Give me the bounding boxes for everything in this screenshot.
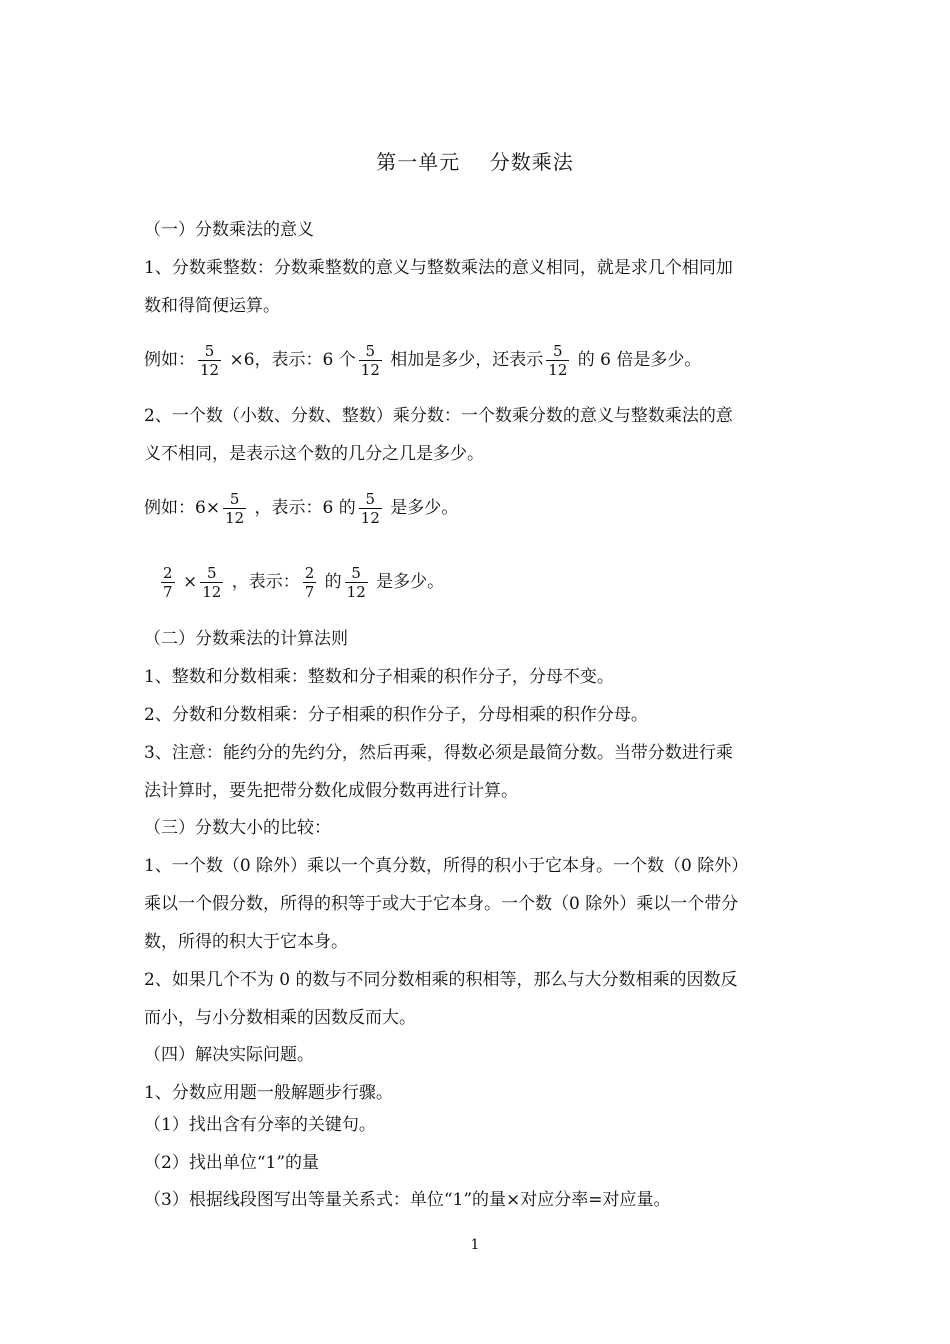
example-line-3 xyxy=(158,562,444,602)
paragraph-line: 2、如果几个不为 0 的数与不同分数相乘的积相等，那么与大分数相乘的因数反 xyxy=(144,970,738,990)
fraction: $\frac{5}{12}$ xyxy=(200,342,220,379)
paragraph-line: 2、一个数（小数、分数、整数）乘分数：一个数乘分数的意义与整数乘法的意 xyxy=(144,406,733,426)
example-text: 例如：6× xyxy=(144,498,221,518)
example-text: 的 6 倍是多少。 xyxy=(572,350,702,370)
paragraph-line: 2、分数和分数相乘：分子相乘的积作分子，分母相乘的积作分母。 xyxy=(144,705,648,725)
paragraph-line: 1、一个数（0 除外）乘以一个真分数，所得的积小于它本身。一个数（0 除外） xyxy=(144,856,749,876)
example-text: 的 xyxy=(319,572,342,592)
fraction: $\frac{2}{7}$ xyxy=(304,564,315,601)
paragraph-line: 乘以一个假分数，所得的积等于或大于它本身。一个数（0 除外）乘以一个带分 xyxy=(144,894,739,914)
fraction: $\frac{5}{12}$ xyxy=(346,564,366,601)
example-text: 相加是多少，还表示 xyxy=(384,350,544,370)
example-line-1 xyxy=(144,340,701,380)
fraction: $\frac{5}{12}$ xyxy=(360,490,380,527)
section-heading-2: （二）分数乘法的计算法则 xyxy=(144,629,348,649)
example-text: × xyxy=(177,572,198,592)
example-text: 是多少。 xyxy=(384,498,459,518)
fraction: $\frac{5}{12}$ xyxy=(360,342,380,379)
list-item: （3）根据线段图写出等量关系式：单位“1”的量×对应分率=对应量。 xyxy=(144,1190,671,1210)
paragraph-line: 而小，与小分数相乘的因数反而大。 xyxy=(144,1008,416,1028)
page-title: 第一单元 分数乘法 xyxy=(376,150,574,174)
section-heading-4: （四）解决实际问题。 xyxy=(144,1045,314,1065)
paragraph-line: 数，所得的积大于它本身。 xyxy=(144,932,348,952)
example-line-2 xyxy=(144,488,458,528)
example-text: 是多少。 xyxy=(370,572,445,592)
paragraph-line: 义不相同，是表示这个数的几分之几是多少。 xyxy=(144,444,484,464)
page-number: 1 xyxy=(470,1237,480,1253)
paragraph-line: 数和得简便运算。 xyxy=(144,296,280,316)
fraction: $\frac{5}{12}$ xyxy=(548,342,568,379)
fraction: $\frac{5}{12}$ xyxy=(225,490,245,527)
list-item: （1）找出含有分率的关键句。 xyxy=(144,1115,376,1135)
section-heading-3: （三）分数大小的比较： xyxy=(144,818,331,838)
paragraph-line: 法计算时，要先把带分数化成假分数再进行计算。 xyxy=(144,781,518,801)
fraction: $\frac{2}{7}$ xyxy=(163,564,173,601)
paragraph-line: 3、注意：能约分的先约分，然后再乘，得数必须是最简分数。当带分数进行乘 xyxy=(144,743,733,763)
fraction: $\frac{5}{12}$ xyxy=(202,564,222,601)
example-text: ×6，表示：6 个 xyxy=(224,350,356,370)
paragraph-line: 1、分数应用题一般解题步行骤。 xyxy=(144,1083,393,1103)
paragraph-line: 1、整数和分数相乘：整数和分子相乘的积作分子，分母不变。 xyxy=(144,667,614,687)
example-text: ，表示： xyxy=(226,572,300,592)
paragraph-line: 1、分数乘整数：分数乘整数的意义与整数乘法的意义相同，就是求几个相同加 xyxy=(144,258,733,278)
list-item: （2）找出单位“1”的量 xyxy=(144,1153,320,1173)
section-heading-1: （一）分数乘法的意义 xyxy=(144,220,314,240)
example-text: ，表示：6 的 xyxy=(249,498,356,518)
example-text: 例如： xyxy=(144,350,195,370)
